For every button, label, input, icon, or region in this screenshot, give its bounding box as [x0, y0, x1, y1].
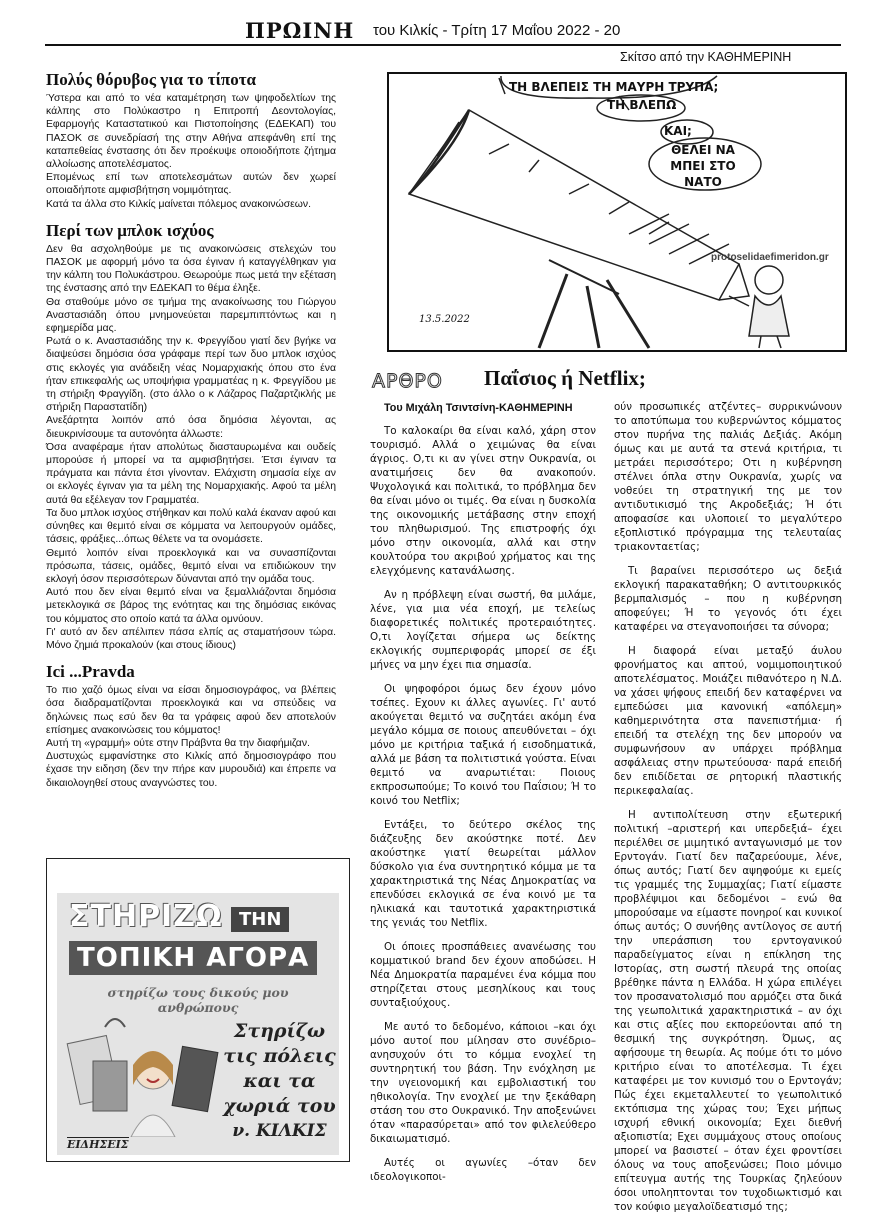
section-title-1: Πολύς θόρυβος για το τίποτα: [46, 70, 257, 89]
newspaper-name: ΠΡΩΙΝΗ: [245, 18, 355, 43]
paragraph: Όσα αναφέραμε ήταν απολύτως διασταυρωμένα και ουδείς μπορούσε ή μπορεί να τα αμφισβητήσει. Έτσι έγιναν τα πράγματα και πάντα έτσι γίνονταν. Ελάχιστη σημασία είχε αν οι εκλογές έγιναν για τα μέλη της Νομαρχιακής. Αφού τα μέλη αυτά θα εξέλεγαν τον Γραμματέα.: [46, 441, 336, 506]
paragraph: ούν προσωπικές ατζέντες– συρρικνώνουν το αποτύπωμα του κυβερνώντος κόμματος στον πυρήνα της παλιάς Δεξιάς. Ακόμη όμως και με αυτά τα στενά κριτήρια, τι μετράει περισσότερο; Οτι η κυβέρνηση στέλνει όπλα στην Ουκρανία, χωρίς να νοθεύει τη στρατηγική της με τον αντιδυτικισμό της Ακροδεξιάς; Ή ότι αποφασίσε και υλοποιεί το μεγαλύτερο εξοπλιστικό πρόγραμμα της τελευταίας τριακονταετίας;: [614, 401, 842, 553]
ad-slogan: στηρίζω τους δικούς μου ανθρώπους: [107, 985, 289, 1015]
article-column-2: [614, 400, 842, 1224]
paragraph: Αυτό που δεν είναι θεμιτό είναι να ξεμαλλιάζονται δημόσια μετεκλογικά σε βάρος της ενότητας και της δημόσιας εικόνας του κόμματος στο οποίο κατά τα άλλα ομνύουν.: [46, 587, 336, 625]
paragraph: Θα σταθούμε μόνο σε τμήμα της ανακοίνωσης του Γιώργου Αναστασιάδη όπου μνημονεύεται παρεμπιπτόντως και η εφημερίδα μας.: [46, 296, 336, 335]
ad-big-line: τις πόλεις: [223, 1045, 336, 1067]
paragraph: Οι ψηφοφόροι όμως δεν έχουν μόνο τσέπες. Εχουν κι άλλες αγωνίες. Γι' αυτό ακούγεται θεμιτό να συζητάει ακόμη ένα μεγάλο κόμμα σε ποιους απευθύνεται – όχι μόνο με κριτήρια ταξικά ή εισοδηματικά, αλλά με βάση τα πολιτιστικά γούστα. Είναι θεμιτό να αναρωτιέται: Ποιους εκπροσωπούμε; Το κοινό του Παΐσιου; Ή το κοινό του Netflix;: [370, 683, 596, 807]
paragraph: Ανεξάρτητα λοιπόν από όσα δημόσια λέγονται, ας διευκρινίσουμε τα αυτονόητα άλλωστε:: [46, 415, 336, 440]
article-byline: Του Μιχάλη Τσιντσίνη-ΚΑΘΗΜΕΡΙΝΗ: [384, 402, 573, 414]
paragraph: Τι βαραίνει περισσότερο ως δεξιά εκλογική παρακαταθήκη; Ο αντιτουρκικός βερμπαλισμός – που η κυβέρνηση αποφεύγει; Ή το γεγονός ότι έχει καταφέρει να στεγανοποιήσει τα σύνορα;: [614, 565, 842, 633]
section-title-3: Ici ...Pravda: [46, 662, 135, 682]
artist-signature: 13.5.2022: [419, 314, 470, 325]
paragraph: Ρωτά ο κ. Αναστασιάδης την κ. Φρεγγίδου γιατί δεν βγήκε να διαψεύσει δημόσια όσα γράφαμε περί των δυο μπλοκ ισχύος στις εκλογές για ανάδειξη νέας Νομαρχιακής όπου στο ένα ήταν επικεφαλής ως υποψήφια γραμματέας η κ. Φρεγγίδου με τη στήριξη Φραγγίδη. (στο άλλο ο κ Λάζαρος Παζαρτζικλής με στήριξη Παραστατίδη): [46, 336, 336, 414]
paragraph: Με αυτό το δεδομένο, κάποιοι –και όχι μόνο αυτοί που μίλησαν στο συνέδριο– ανησυχούν ότι το κόμμα ενοχλεί τη συντηρητική του βάση. Την ενόχληση με την υγειονομική και εμβολιαστική του ηθικολογία. Την ενοχλεί με την ξεκάθαρη στάση του στο Ουκρανικό. Την αποξενώνει όταν «παρασύρεται» από τον φιλελεύθερο δικαιωματισμό.: [370, 1021, 596, 1145]
paragraph: Εντάξει, το δεύτερο σκέλος της διάζευξης δεν ακούστηκε ποτέ. Δεν ακούστηκε γιατί θεωρείται μάλλον δύσκολο για ένα συντηρητικό κόμμα με τα χαρακτηριστικά της Νέας Δημοκρατίας να επενδύσει εκλογικά σε ένα κοινό με τα ηλικιακά και ταυτοτικά χαρακτηριστικά της γενιάς του Netflix.: [370, 819, 596, 929]
paragraph: Αν η πρόβλεψη είναι σωστή, θα μιλάμε, λένε, για μια νέα εποχή, με τελείως διαφορετικές πολιτικές προτεραιότητες. Ο,τι λογίζεται σήμερα ως δείκτης εκλογικής συμπεριφοράς μπορεί σε έξι μήνες να μην έχει πια σημασία.: [370, 589, 596, 671]
masthead: [45, 18, 841, 46]
cartoon-drawing: [389, 74, 845, 350]
ad-headline-1: ΣΤΗΡΙΖΩ: [69, 899, 223, 934]
speech-bubble-2: ΤΗ ΒΛΕΠΩ: [607, 98, 677, 112]
ad-logo-eidiseis: ΕΙΔΗΣΕΙΣ: [67, 1138, 129, 1151]
ad-big-line: χωριά του: [223, 1095, 336, 1117]
paragraph: Το πιο χαζό όμως είναι να είσαι δημοσιογράφος, να βλέπεις όσα διαδραματίζονται προεκλογικά και να σπεύδεις να δηλώνεις πως εσύ δεν θα τα γράφεις αφού δεν αποτελούν επίσημες ανακοινώσεις του κόμματος!: [46, 685, 336, 736]
ad-big-text: [222, 1019, 337, 1144]
paragraph: Αυτή τη «γραμμή» ούτε στην Πράβντα θα την διαφήμιζαν.: [46, 737, 310, 749]
local-market-ad: [46, 858, 350, 1162]
paragraph: Η διαφορά είναι μεταξύ άυλου φρονήματος και απτού, νομιμοποιητικού αποτελέσματος. Μοιάζει πιθανότερο η Ν.Δ. να χάσει ψήφους επειδή δεν καταφέρνει να εμπεδώσει μια κανονική «απόλεμη» καθημερινότητα στα πανεπιστήμια· ή επειδή τα στελέχη της δεν μπορούν να συμφωνήσουν αν υπάρχει πρόβλημα ασφάλειας στην πρωτεύουσα· παρά επειδή δεν επιδίδεται σε ρητορική πλαστικής περικεφαλαίας.: [614, 645, 842, 797]
paragraph: Η αντιπολίτευση στην εξωτερική πολιτική –αριστερή και υπερδεξιά– έχει περιέλθει σε μιμητικό ανταγωνισμό με τον Ερντογάν. Γιατί δεν παζαρεύουμε, λένε, όπως αυτός; Γιατί δεν αψηφούμε κι εμείς τις γραμμές της Συμμαχίας; Γιατί είμαστε προβλέψιμοι και δεδομένοι – ενώ θα μπορούσαμε να είμαστε πονηροί και κυνικοί όπως αυτός; Ο συνήθης αντίλογος σε αυτή την υπεράσπιση του ερντογανικού παραδείγματος είναι η επίκληση της Ιστορίας, στη σωστή πλευρά της οποίας βρέθηκε πάντα η Ελλάδα. Η χώρα επιλέγει τον προσανατολισμό που αρμόζει στα δικά της γεωπολιτικά χαρακτηριστικά – αν όχι και στις αξίες που εκπορεύονται από τη θεσμική της συγκρότηση. Όμως, ας αφήσουμε τη θεωρία. Ας πούμε ότι το μόνο κριτήριο είναι το αποτέλεσμα. Τι έχει καταφέρει με τον κυνισμό του ο Ερντογάν; Πώς έχει εκμεταλλευτεί το γεωπολιτικό εκτόπισμα της χώρας του; Έχει μήπως ισχυρή εθνική οικονομία; Εχει διεθνή αξιοπιστία; Εχει συμμάχους στους οποίους μπορεί να βασιστεί – όταν έχει φροντίσει όλους να τους αποξενώσει; Ποιο μόνιμο επίτευγμα αυτής της Τουρκίας ζηλεύουν όσοι υποληπτονται τον τυχοδιωκτισμό και τον κούφιο μεγαλοϊδεατισμό της;: [614, 809, 842, 1213]
shopping-girl-illustration: [65, 1009, 225, 1137]
paragraph: Οι όποιες προσπάθειες ανανέωσης του κομματικού brand δεν έχουν αποδώσει. Η Νέα Δημοκρατία παραμένει ένα κόμμα που στηρίζεται στους μεσηλίκους και τους συνταξιούχους.: [370, 941, 596, 1009]
ad-big-line: Στηρίζω: [233, 1020, 326, 1042]
speech-bubble-1: ΤΗ ΒΛΕΠΕΙΣ ΤΗ ΜΑΥΡΗ ΤΡΥΠΑ;: [509, 80, 719, 94]
section-label: ΑΡΘΡΟ: [372, 370, 443, 392]
ad-headline-2: ΤΟΠΙΚΗ ΑΓΟΡΑ: [69, 941, 317, 975]
ad-big-line: και τα: [243, 1070, 316, 1092]
paragraph: Δυστυχώς εμφανίστηκε στο Κιλκίς από δημοσιογράφο που έχασε την ειδηση (δεν την πήρε καν μυρουδιά) και έπρεπε να δικαιολογηθεί στους αναγνώστες του.: [46, 751, 336, 789]
paragraph: Το καλοκαίρι θα είναι καλό, χάρη στον τουρισμό. Αλλά ο χειμώνας θα είναι άγριος. Ο,τι κι αν γίνει στην Ουκρανία, οι ανατιμήσεις δεν θα ανακοπούν. Ψυχολογικά και πολιτικά, το πρόβλημα δεν θα είναι μόνο οι τιμές. Θα είναι η δυσκολία της οικονομικής μετάβασης στην εποχή του πληθωρισμού. Της επιστροφής όχι μόνο στην οικονομία, αλλά και στην κουλτούρα του ακριβού χρήματος και της ελεγχόμενης κατανάλωσης.: [370, 425, 596, 577]
paragraph: Τα δυο μπλοκ ισχύος στήθηκαν και πολύ καλά έκαναν αφού και σύνηθες και θεμιτό είναι σε κόμματα να λειτουργούν ομάδες, τάσεις, φράξιες...όπως θέλετε να τα ονομάσετε.: [46, 507, 336, 546]
speech-bubble-3: ΚΑΙ;: [664, 124, 692, 138]
ad-big-line: ν. ΚΙΛΚΙΣ: [232, 1121, 327, 1141]
paragraph: Δεν θα ασχοληθούμε με τις ανακοινώσεις στελεχών του ΠΑΣΟΚ με αφορμή μόνο τα όσα έγιναν ή καταγγέλθηκαν για την κάλπη του Πολυκάστρου. Θεωρούμε πως μετά την εξέταση της ένστασης από την ΕΔΕΚΑΠ το θέμα έληξε.: [46, 243, 336, 295]
speech-bubble-4: ΘΕΛΕΙ ΝΑ ΜΠΕΙ ΣΤΟ ΝΑΤΟ: [670, 143, 736, 189]
paragraph: Κατά τα άλλα στο Κιλκίς μαίνεται πόλεμος ανακοινώσεων.: [46, 198, 311, 210]
left-column: [46, 70, 336, 790]
article-column-1: [370, 424, 596, 1194]
article-title: Παΐσιος ή Netflix;: [484, 366, 646, 390]
paragraph: Επομένως επί των αποτελεσμάτων αυτών δεν χωρεί οποιαδήποτε αμφισβήτηση νομιμότητας.: [46, 172, 336, 197]
ad-headline-1b: ΤΗΝ: [231, 907, 289, 932]
paragraph: Αυτές οι αγωνίες –όταν δεν ιδεολογικοποι-: [370, 1157, 596, 1183]
section-title-2: Περί των μπλοκ ισχύος: [46, 220, 214, 240]
watermark: protoselidaefimeridon.gr: [711, 252, 829, 263]
paragraph: Γι' αυτό αν δεν απέλιπεν πάσα ελπίς ας σταματήσουν τώρα. Μόνο ζημιά προκαλούν (και στους ίδιους): [46, 626, 336, 651]
paragraph: Θεμιτό λοιπόν είναι προεκλογικά και να συνασπίζονται πρόσωπα, τάσεις, ομάδες, θεμιτό είναι να επιδιώκουν την εκλογή όσον περισσότερων δύνανται από την ομάδα τους.: [46, 547, 336, 585]
cartoon-credit: Σκίτσο από την ΚΑΘΗΜΕΡΙΝΗ: [620, 50, 792, 64]
issue-date: του Κιλκίς - Τρίτη 17 Μαΐου 2022 - 20: [373, 22, 621, 39]
paragraph: Ύστερα και από το νέα καταμέτρηση των ψηφοδελτίων της κάλπης στο Πολύκαστρο η Επιτροπή Δεοντολογίας, Εφαρμογής Καταστατικού και Πιστοποίησης (ΕΔΕΚΑΠ) του ΠΑΣΟΚ σε συνεδρίασή της στην Αθήνα απεφάνθη επί της καταπεθείας ένστασης ότι δεν προέκυψε οποιοδήποτε ζήτημα αλλοίωσης αποτελέσματος.: [46, 93, 336, 171]
cartoon: [387, 72, 847, 352]
